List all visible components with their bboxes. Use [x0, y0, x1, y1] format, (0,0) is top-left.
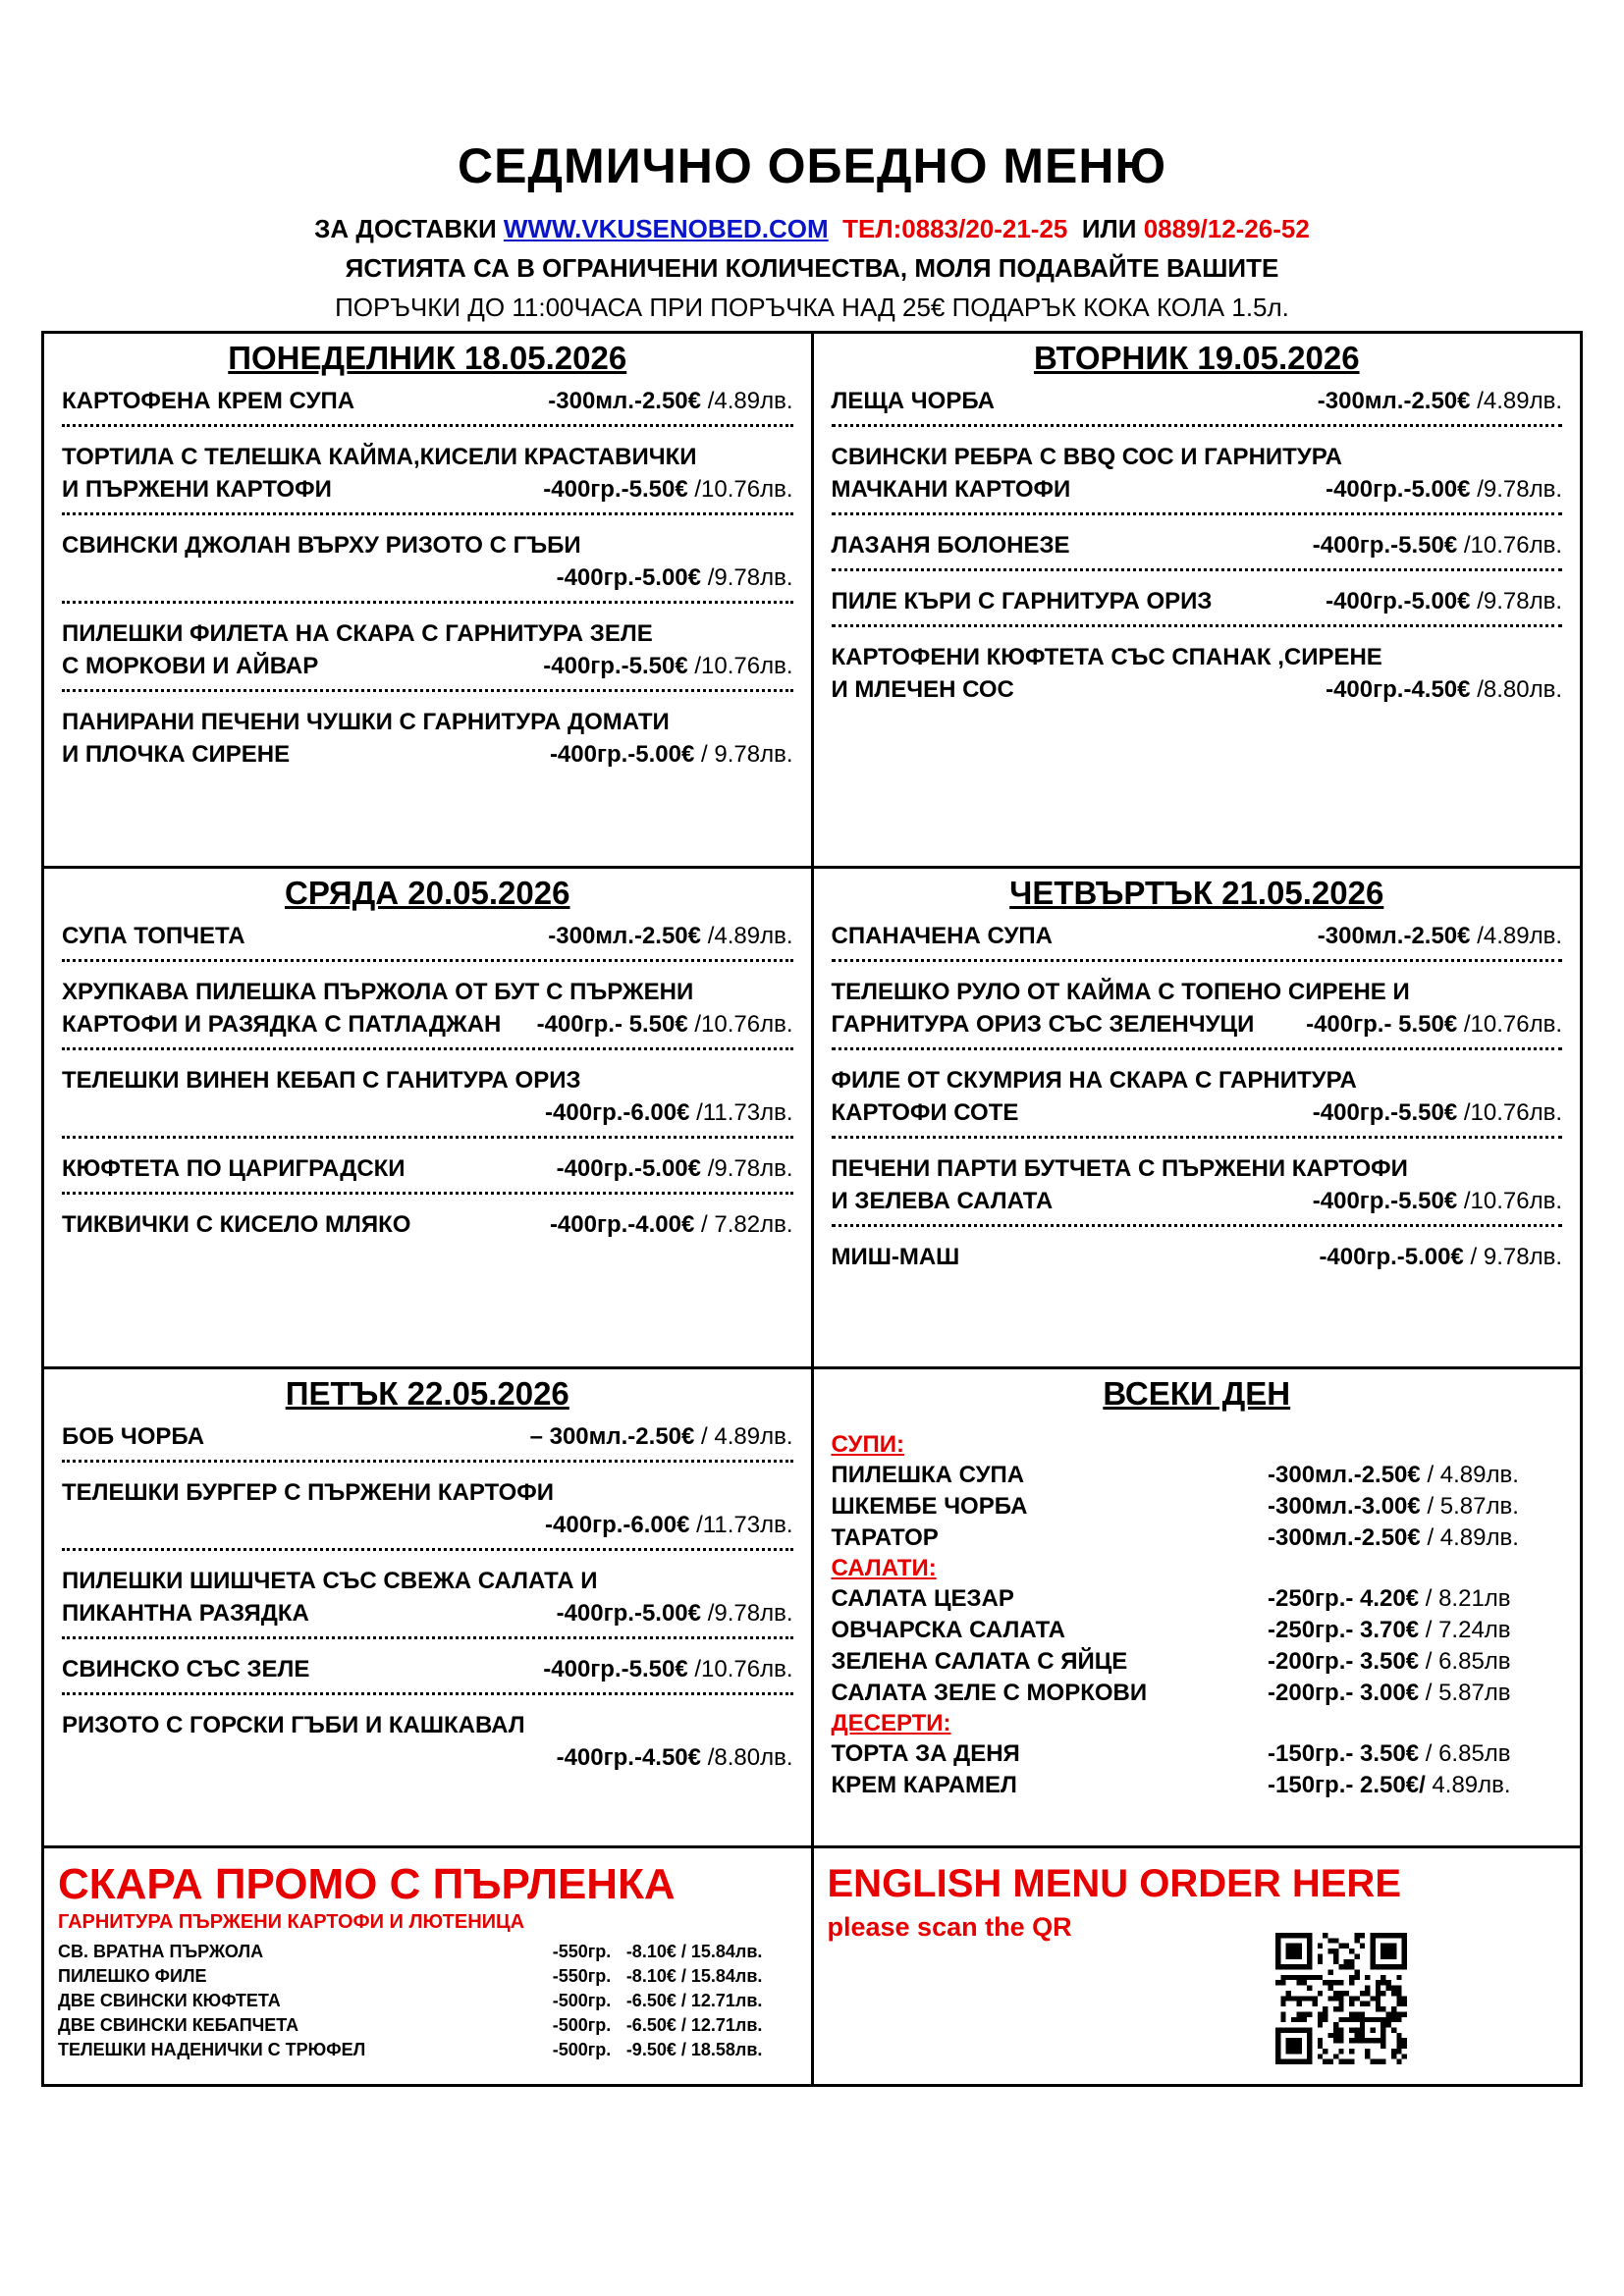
item-name-line-1: ПАНИРАНИ ПЕЧЕНИ ЧУШКИ С ГАРНИТУРА ДОМАТИ	[62, 709, 670, 735]
item-row	[62, 1597, 793, 1629]
item-price-group	[545, 1512, 792, 1538]
monday-cell	[43, 333, 813, 868]
daily-item-price: -300мл.-2.50€	[1268, 1462, 1421, 1488]
friday-cell	[43, 1368, 813, 1847]
item-price: -400гр.-5.00€	[1326, 476, 1471, 503]
item-price-row	[62, 561, 793, 594]
menu-item	[832, 976, 1563, 1041]
menu-item	[832, 585, 1563, 617]
menu-item	[62, 920, 793, 952]
monday-title: ПОНЕДЕЛНИК 18.05.2026	[228, 340, 627, 376]
item-price-group	[548, 920, 792, 952]
dotted-divider	[62, 1689, 793, 1695]
daily-item	[832, 1522, 1563, 1554]
item-price-lv: /11.73лв.	[696, 1099, 793, 1126]
promo-item-grams: -500гр.	[552, 1991, 612, 2010]
dotted-divider	[832, 1133, 1563, 1139]
menu-item	[832, 529, 1563, 561]
wednesday-cell	[43, 868, 813, 1368]
promo-item-name: ДВЕ СВИНСКИ КЕБАПЧЕТА	[58, 2015, 299, 2035]
daily-item-price-group	[1268, 1770, 1562, 1801]
item-price-group	[1306, 1008, 1562, 1041]
daily-item-price: -250гр.- 4.20€	[1268, 1585, 1420, 1612]
item-name-line-2: И ПЛОЧКА СИРЕНЕ	[62, 741, 291, 768]
dotted-divider	[832, 565, 1563, 571]
dotted-divider	[62, 598, 793, 604]
item-price-row	[62, 1509, 793, 1541]
menu-item	[62, 1476, 793, 1541]
item-price: -400гр.-5.00€	[556, 1600, 702, 1627]
dotted-divider	[832, 509, 1563, 515]
menu-grid	[41, 331, 1583, 2087]
daily-item-price-group	[1268, 1491, 1562, 1522]
item-name-line-2: ПИКАНТНА РАЗЯДКА	[62, 1600, 309, 1627]
daily-item-price-lv: / 8.21лв	[1425, 1585, 1511, 1612]
dotted-divider	[832, 621, 1563, 627]
item-price: -400гр.-4.50€	[1326, 676, 1471, 703]
item-price-group	[557, 564, 793, 591]
item-price-lv: / 9.78лв.	[1470, 1244, 1562, 1270]
daily-cell	[812, 1368, 1582, 1847]
dotted-divider	[62, 956, 793, 962]
item-name: РИЗОТО С ГОРСКИ ГЪБИ И КАШКАВАЛ	[62, 1712, 525, 1738]
item-name-line-2: ГАРНИТУРА ОРИЗ СЪС ЗЕЛЕНЧУЦИ	[831, 1011, 1255, 1038]
item-name-line-2: КАРТОФИ И РАЗЯДКА С ПАТЛАДЖАН	[62, 1011, 502, 1038]
item-price-row	[62, 1096, 793, 1129]
delivery-line	[0, 214, 1624, 244]
dotted-divider	[62, 1545, 793, 1551]
item-price: -400гр.- 5.50€	[536, 1011, 688, 1038]
menu-item	[832, 385, 1563, 417]
item-name: КАРТОФЕНА КРЕМ СУПА	[62, 388, 355, 414]
item-price-lv: /10.76лв.	[1463, 532, 1562, 559]
promo-item-grams: -500гр.	[552, 2040, 612, 2059]
promo-item	[58, 1964, 811, 1989]
daily-item	[832, 1738, 1563, 1770]
salads-label: САЛАТИ:	[831, 1555, 937, 1581]
promo-item-price: -9.50€ / 18.58лв.	[625, 2040, 763, 2059]
wednesday-items	[44, 912, 811, 1241]
phone-1: ТЕЛ:0883/20-21-25	[842, 214, 1068, 243]
dotted-divider	[62, 1457, 793, 1463]
item-price: – 300мл.-2.50€	[529, 1423, 695, 1450]
item-row	[832, 585, 1563, 617]
menu-item	[832, 441, 1563, 506]
promo-item	[58, 2038, 811, 2062]
menu-item	[62, 617, 793, 682]
promo-item-grams: -550гр.	[552, 1942, 612, 1961]
item-price-lv: /10.76лв.	[1463, 1188, 1562, 1214]
menu-item	[62, 385, 793, 417]
item-price-lv: /4.89лв.	[1477, 388, 1562, 414]
item-row	[62, 1420, 793, 1453]
daily-item-price: -300мл.-2.50€	[1268, 1524, 1421, 1551]
qr-code-icon[interactable]	[1275, 1933, 1407, 2064]
item-price-group	[1319, 1241, 1562, 1273]
item-price-lv: /9.78лв.	[707, 564, 793, 591]
item-price: -300мл.-2.50€	[1317, 923, 1471, 949]
daily-item	[832, 1460, 1563, 1491]
daily-item-price-group	[1268, 1646, 1562, 1678]
menu-item	[832, 1152, 1563, 1217]
item-row	[62, 473, 793, 506]
item-name-line-1: СВИНСКИ РЕБРА С BBQ СОС И ГАРНИТУРА	[831, 444, 1342, 470]
daily-item-price-lv: / 4.89лв.	[1427, 1462, 1519, 1488]
item-name-line-1: ФИЛЕ ОТ СКУМРИЯ НА СКАРА С ГАРНИТУРА	[831, 1067, 1357, 1094]
item-row	[62, 650, 793, 682]
item-name-line-1: КАРТОФЕНИ КЮФТЕТА СЪС СПАНАК ,СИРЕНЕ	[831, 644, 1382, 670]
item-price-group	[1326, 673, 1562, 706]
menu-item	[832, 1241, 1563, 1273]
item-price-lv: /10.76лв.	[694, 1011, 793, 1038]
daily-item-price: -300мл.-3.00€	[1268, 1493, 1421, 1520]
daily-item-price-group	[1268, 1615, 1562, 1646]
item-price-lv: /9.78лв.	[1477, 476, 1562, 503]
item-name-line-1: ПИЛЕШКИ ФИЛЕТА НА СКАРА С ГАРНИТУРА ЗЕЛЕ	[62, 620, 653, 647]
desserts-label: ДЕСЕРТИ:	[831, 1710, 951, 1736]
dotted-divider	[62, 509, 793, 515]
item-row	[832, 1241, 1563, 1273]
promo-item-price: -6.50€ / 12.71лв.	[625, 1991, 763, 2010]
item-price: -400гр.-5.50€	[543, 476, 688, 503]
item-name-line-2: КАРТОФИ СОТЕ	[831, 1099, 1019, 1126]
item-price-group	[550, 1208, 793, 1241]
item-row	[832, 529, 1563, 561]
menu-item	[62, 1565, 793, 1629]
item-name: СУПА ТОПЧЕТА	[62, 923, 245, 949]
item-price-group	[550, 738, 793, 771]
daily-item-price: -200гр.- 3.50€	[1268, 1648, 1420, 1675]
promo-item-name: ДВЕ СВИНСКИ КЮФТЕТА	[58, 1991, 281, 2010]
item-row	[62, 1152, 793, 1185]
website-link[interactable]: WWW.VKUSENOBED.COM	[503, 214, 829, 243]
item-name: СВИНСКО СЪС ЗЕЛЕ	[62, 1656, 310, 1682]
daily-item-name: ЗЕЛЕНА САЛАТА С ЯЙЦЕ	[831, 1648, 1128, 1675]
thursday-items	[814, 912, 1581, 1273]
daily-item-price-lv: 4.89лв.	[1432, 1772, 1511, 1798]
item-row	[832, 385, 1563, 417]
daily-item-price: -150гр.- 2.50€/	[1268, 1772, 1426, 1798]
daily-item-name: ТОРТА ЗА ДЕНЯ	[831, 1740, 1020, 1767]
item-price-group	[1326, 473, 1562, 506]
menu-item	[832, 1064, 1563, 1129]
item-name-line-2: МАЧКАНИ КАРТОФИ	[831, 476, 1071, 503]
promo-item-name: ПИЛЕШКО ФИЛЕ	[58, 1966, 207, 1986]
item-price-lv: / 7.82лв.	[701, 1211, 793, 1238]
menu-item	[62, 1208, 793, 1241]
item-price: -400гр.-5.00€	[556, 564, 702, 591]
item-name: ПИЛЕ КЪРИ С ГАРНИТУРА ОРИЗ	[831, 588, 1213, 614]
dotted-divider	[62, 1044, 793, 1050]
item-price-group	[530, 1420, 793, 1453]
item-price: -400гр.-5.50€	[543, 653, 688, 679]
item-price-lv: /10.76лв.	[1463, 1011, 1562, 1038]
daily-item-name: ШКЕМБЕ ЧОРБА	[831, 1493, 1028, 1520]
item-name: МИШ-МАШ	[831, 1244, 960, 1270]
item-price-group	[557, 1152, 793, 1185]
menu-item	[62, 976, 793, 1041]
item-name-line-1: ПИЛЕШКИ ШИШЧЕТА СЪС СВЕЖА САЛАТА И	[62, 1568, 598, 1594]
daily-item-price-group	[1268, 1583, 1562, 1615]
daily-item-name: ОВЧАРСКА САЛАТА	[831, 1617, 1065, 1643]
item-price-group	[543, 650, 792, 682]
daily-item	[832, 1646, 1563, 1678]
menu-item	[62, 1420, 793, 1453]
daily-item-price: -150гр.- 3.50€	[1268, 1740, 1420, 1767]
item-price-group	[545, 1099, 792, 1126]
item-price: -400гр.-5.50€	[543, 1656, 688, 1682]
item-price: -400гр.-6.00€	[545, 1512, 690, 1538]
thursday-cell	[812, 868, 1582, 1368]
phone-2: 0889/12-26-52	[1143, 214, 1310, 243]
item-row	[832, 1008, 1563, 1041]
item-name: ЛЕЩА ЧОРБА	[831, 388, 996, 414]
daily-item	[832, 1770, 1563, 1801]
item-name: СВИНСКИ ДЖОЛАН ВЪРХУ РИЗОТО С ГЪБИ	[62, 532, 581, 559]
item-price-lv: /8.80лв.	[1477, 676, 1562, 703]
dotted-divider	[62, 1189, 793, 1195]
daily-item-name: САЛАТА ЦЕЗАР	[831, 1585, 1014, 1612]
item-price-lv: / 9.78лв.	[701, 741, 793, 768]
daily-item-price-lv: / 6.85лв	[1425, 1740, 1511, 1767]
item-name: БОБ ЧОРБА	[62, 1423, 205, 1450]
dotted-divider	[832, 1044, 1563, 1050]
item-row	[832, 1096, 1563, 1129]
item-price: -400гр.-5.50€	[1312, 532, 1458, 559]
item-row	[832, 920, 1563, 952]
item-row	[832, 673, 1563, 706]
promo-item	[58, 1940, 811, 1964]
item-name-line-1: ХРУПКАВА ПИЛЕШКА ПЪРЖОЛА ОТ БУТ С ПЪРЖЕНИ	[62, 979, 694, 1005]
promo-item-price: -8.10€ / 15.84лв.	[625, 1942, 763, 1961]
daily-item-price-group	[1268, 1678, 1562, 1709]
item-price: -300мл.-2.50€	[548, 923, 702, 949]
promo-cell	[43, 1847, 813, 2086]
item-price-lv: /8.80лв.	[707, 1744, 793, 1771]
item-price-lv: /10.76лв.	[694, 1656, 793, 1682]
item-name-line-1: ТОРТИЛА С ТЕЛЕШКА КАЙМА,КИСЕЛИ КРАСТАВИЧКИ	[62, 444, 697, 470]
item-price: -400гр.-4.50€	[556, 1744, 702, 1771]
daily-item-price-lv: / 6.85лв	[1425, 1648, 1511, 1675]
daily-item	[832, 1583, 1563, 1615]
item-row	[62, 1653, 793, 1685]
friday-title: ПЕТЪК 22.05.2026	[285, 1375, 569, 1412]
item-price-group	[1313, 529, 1562, 561]
dotted-divider	[62, 1633, 793, 1639]
dotted-divider	[62, 686, 793, 692]
item-price: -400гр.-6.00€	[545, 1099, 690, 1126]
item-price: -400гр.-5.00€	[549, 741, 695, 768]
item-price-lv: /4.89лв.	[707, 923, 793, 949]
monday-items	[44, 377, 811, 771]
promo-item-grams: -550гр.	[552, 1966, 612, 1986]
dotted-divider	[62, 421, 793, 427]
item-price-lv: /9.78лв.	[1477, 588, 1562, 614]
menu-item	[62, 529, 793, 594]
item-price: -400гр.-5.00€	[1326, 588, 1471, 614]
item-name: ЛАЗАНЯ БОЛОНЕЗЕ	[831, 532, 1070, 559]
item-price-lv: /4.89лв.	[707, 388, 793, 414]
daily-item-name: КРЕМ КАРАМЕЛ	[831, 1772, 1017, 1798]
daily-item-name: САЛАТА ЗЕЛЕ С МОРКОВИ	[831, 1680, 1148, 1706]
item-row	[62, 738, 793, 771]
menu-item	[62, 1709, 793, 1774]
item-price-group	[543, 1653, 792, 1685]
menu-item	[62, 706, 793, 771]
thursday-title: ЧЕТВЪРТЪК 21.05.2026	[1009, 875, 1384, 911]
notice-line-1: ЯСТИЯТА СА В ОГРАНИЧЕНИ КОЛИЧЕСТВА, МОЛЯ ПОДАВАЙТЕ ВАШИТЕ	[345, 253, 1279, 283]
item-price-lv: /9.78лв.	[707, 1155, 793, 1182]
item-price-group	[557, 1744, 793, 1771]
tuesday-title: ВТОРНИК 19.05.2026	[1033, 340, 1360, 376]
item-price-lv: /10.76лв.	[694, 476, 793, 503]
item-row	[832, 473, 1563, 506]
item-row	[62, 1008, 793, 1041]
or-label: ИЛИ	[1081, 214, 1137, 243]
menu-item	[62, 1064, 793, 1129]
item-row	[832, 1185, 1563, 1217]
promo-item-grams: -500гр.	[552, 2015, 612, 2035]
daily-item	[832, 1615, 1563, 1646]
promo-item-name: ТЕЛЕШКИ НАДЕНИЧКИ С ТРЮФЕЛ	[58, 2040, 366, 2059]
item-name-line-2: И МЛЕЧЕН СОС	[831, 676, 1014, 703]
promo-subtitle: ГАРНИТУРА ПЪРЖЕНИ КАРТОФИ И ЛЮТЕНИЦА	[58, 1911, 525, 1933]
daily-item-name: ТАРАТОР	[831, 1524, 939, 1551]
daily-item-price-group	[1268, 1738, 1562, 1770]
item-price: -400гр.-4.00€	[549, 1211, 695, 1238]
daily-item-price-lv: / 5.87лв	[1425, 1680, 1511, 1706]
item-price: -400гр.-5.50€	[1312, 1188, 1458, 1214]
daily-item-name: ПИЛЕШКА СУПА	[831, 1462, 1025, 1488]
english-cell	[812, 1847, 1582, 2086]
item-price: -400гр.-5.50€	[1312, 1099, 1458, 1126]
wednesday-title: СРЯДА 20.05.2026	[285, 875, 570, 911]
dotted-divider	[832, 421, 1563, 427]
item-price: -400гр.-5.00€	[1319, 1244, 1464, 1270]
item-price-group	[1313, 1096, 1562, 1129]
daily-item-price: -250гр.- 3.70€	[1268, 1617, 1420, 1643]
item-name: ТЕЛЕШКИ БУРГЕР С ПЪРЖЕНИ КАРТОФИ	[62, 1479, 554, 1506]
item-price-group	[1313, 1185, 1562, 1217]
menu-title: СЕДМИЧНО ОБЕДНО МЕНЮ	[457, 138, 1167, 193]
promo-title: СКАРА ПРОМО С ПЪРЛЕНКА	[58, 1860, 676, 1908]
promo-item-price: -6.50€ / 12.71лв.	[625, 2015, 763, 2035]
item-row	[62, 920, 793, 952]
item-name-line-2: И ЗЕЛЕВА САЛАТА	[831, 1188, 1054, 1214]
item-price: -300мл.-2.50€	[1317, 388, 1471, 414]
item-row	[62, 1208, 793, 1241]
friday-items	[44, 1413, 811, 1774]
item-price-group	[557, 1597, 793, 1629]
daily-item-price: -200гр.- 3.00€	[1268, 1680, 1420, 1706]
promo-item	[58, 1989, 811, 2013]
daily-item-price-group	[1268, 1522, 1562, 1554]
item-price: -400гр.- 5.50€	[1306, 1011, 1458, 1038]
item-row	[62, 385, 793, 417]
item-price-lv: /10.76лв.	[694, 653, 793, 679]
item-price-lv: / 4.89лв.	[701, 1423, 793, 1450]
item-price-lv: /9.78лв.	[707, 1600, 793, 1627]
daily-item	[832, 1678, 1563, 1709]
item-name: ТИКВИЧКИ С КИСЕЛО МЛЯКО	[62, 1211, 411, 1238]
promo-item	[58, 2013, 811, 2038]
promo-item-name: СВ. ВРАТНА ПЪРЖОЛА	[58, 1942, 264, 1961]
dotted-divider	[62, 1133, 793, 1139]
item-price: -300мл.-2.50€	[548, 388, 702, 414]
item-name-line-1: ТЕЛЕШКО РУЛО ОТ КАЙМА С ТОПЕНО СИРЕНЕ И	[831, 979, 1410, 1005]
daily-item-price-lv: / 7.24лв	[1425, 1617, 1511, 1643]
item-name: КЮФТЕТА ПО ЦАРИГРАДСКИ	[62, 1155, 406, 1182]
item-price-group	[1326, 585, 1562, 617]
tuesday-items	[814, 377, 1581, 706]
item-price-lv: /11.73лв.	[696, 1512, 793, 1538]
item-price-group	[543, 473, 792, 506]
promo-item-price: -8.10€ / 15.84лв.	[625, 1966, 763, 1986]
item-name-line-2: И ПЪРЖЕНИ КАРТОФИ	[62, 476, 332, 503]
item-price-lv: /4.89лв.	[1477, 923, 1562, 949]
item-price-group	[1318, 385, 1562, 417]
item-price-row	[62, 1741, 793, 1774]
daily-item-price-lv: / 4.89лв.	[1427, 1524, 1519, 1551]
item-price: -400гр.-5.00€	[556, 1155, 702, 1182]
dotted-divider	[832, 1221, 1563, 1227]
item-price-group	[537, 1008, 793, 1041]
daily-item-price-lv: / 5.87лв.	[1427, 1493, 1519, 1520]
daily-item	[832, 1491, 1563, 1522]
item-price-group	[1318, 920, 1562, 952]
menu-item	[62, 1653, 793, 1685]
item-name: СПАНАЧЕНА СУПА	[831, 923, 1053, 949]
english-menu-title: ENGLISH MENU ORDER HERE	[827, 1862, 1401, 1905]
item-price-group	[548, 385, 792, 417]
dotted-divider	[832, 956, 1563, 962]
item-name: ТЕЛЕШКИ ВИНЕН КЕБАП С ГАНИТУРА ОРИЗ	[62, 1067, 581, 1094]
notice-line-2: ПОРЪЧКИ ДО 11:00ЧАСА ПРИ ПОРЪЧКА НАД 25€ ПОДАРЪК КОКА КОЛА 1.5л.	[335, 293, 1289, 322]
menu-item	[832, 920, 1563, 952]
daily-title: ВСЕКИ ДЕН	[1103, 1375, 1291, 1412]
daily-item-price-group	[1268, 1460, 1562, 1491]
menu-item	[832, 641, 1563, 706]
english-menu-subtitle: please scan the QR	[827, 1912, 1072, 1942]
item-name-line-2: С МОРКОВИ И АЙВАР	[62, 653, 319, 679]
soups-label: СУПИ:	[831, 1431, 904, 1458]
tuesday-cell	[812, 333, 1582, 868]
delivery-prefix: ЗА ДОСТАВКИ	[314, 214, 497, 243]
menu-item	[62, 1152, 793, 1185]
menu-item	[62, 441, 793, 506]
item-name-line-1: ПЕЧЕНИ ПАРТИ БУТЧЕТА С ПЪРЖЕНИ КАРТОФИ	[831, 1155, 1408, 1182]
item-price-lv: /10.76лв.	[1463, 1099, 1562, 1126]
